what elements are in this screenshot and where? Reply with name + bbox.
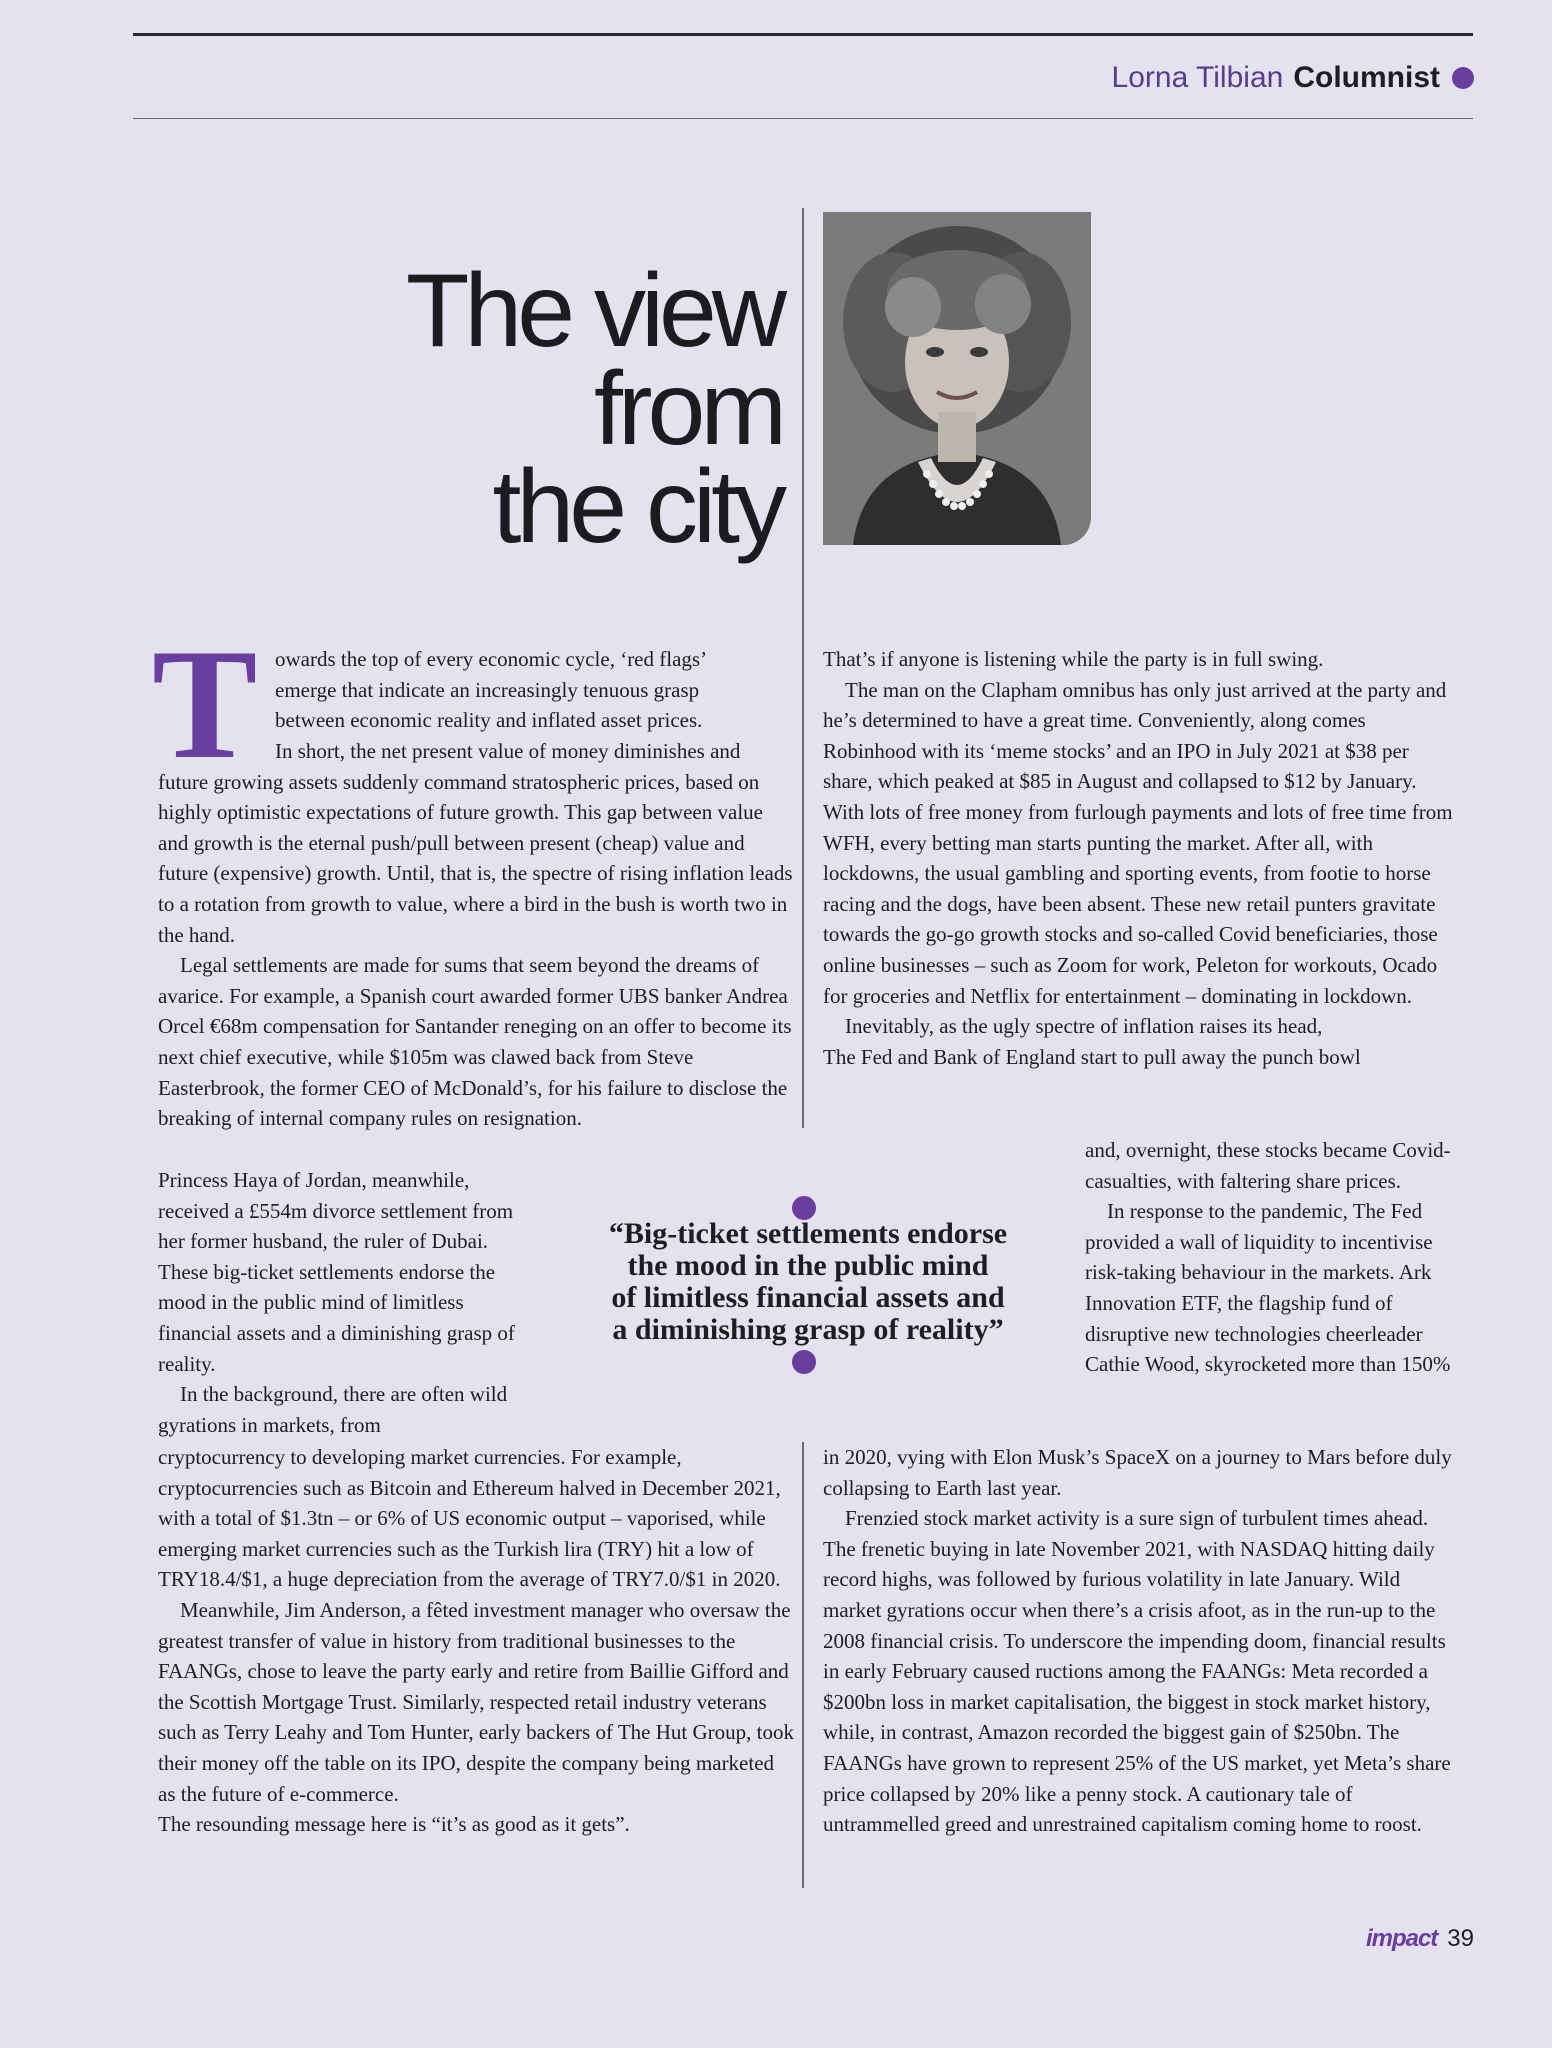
left-paragraph-3: Princess Haya of Jordan, meanwhile, received a £554m divorce settlement from her former husband, the ruler of Dubai. These big-ticket settlements endorse the mood in the public mind of limitless financial assets and a diminishing grasp of reality. [158,1168,515,1376]
top-rule [133,33,1473,36]
left-paragraph-4b: cryptocurrency to developing market currencies. For example, cryptocurrencies such as Bitcoin and Ethereum halved in December 2021, with a total of $1.3tn – or 6% of US economic output – vaporised, while emerging market currencies such as the Turkish lira (TRY) hit a low of TRY18.4/$1, a huge depreciation from the average of TRY7.0/$1 in 2020. [158,1445,781,1592]
headline [302,253,782,565]
left-paragraph-4a: In the background, there are often wild gyrations in markets, from [158,1382,508,1437]
right-paragraph-3-line-1: Inevitably, as the ugly spectre of inflation raises its head, [845,1014,1323,1039]
headline-line-2: from [594,351,782,467]
left-column-lower [158,1442,794,1840]
right-paragraph-3-line-2: The Fed and Bank of England start to pull away the punch bowl [823,1044,1361,1069]
left-paragraph-5: Meanwhile, Jim Anderson, a fêted investment manager who oversaw the greatest transfer of value in history from traditional businesses to the FAANGs, chose to leave the party early and retire from Baillie Gifford and the Scottish Mortgage Trust. Similarly, respected retail industry veterans such as Terry Leahy and Tom Hunter, early backers of The Hut Group, took their money off the table on its IPO, despite the company being marketed as the future of e-commerce. [158,1597,794,1806]
column-divider-lower [802,1442,804,1888]
left-paragraph-6: The resounding message here is “it’s as good as it gets”. [158,1812,630,1837]
left-column-wrap [158,1165,530,1440]
right-paragraph-4b: in 2020, vying with Elon Musk’s SpaceX on a journey to Mars before duly collapsing to Earth last year. [823,1445,1452,1500]
left-paragraph-1: In short, the net present value of money diminishes and future growing assets suddenly command stratospheric prices, based on highly optimistic expectations of future growth. This gap between value and growth is the eternal push/pull between present (cheap) value and future (expensive) growth. Until, that is, the spectre of rising inflation leads to a rotation from growth to value, where a bird in the bush is worth two in the hand. [158,739,793,947]
byline [1112,58,1474,98]
column-divider-upper [802,208,804,1128]
pull-quote-line-1: “Big-ticket settlements endorse [608,1217,1008,1250]
pull-quote-dot-bottom-icon [792,1350,816,1374]
page-number: 39 [1447,1925,1474,1952]
right-column-lower [823,1442,1459,1840]
author-name: Lorna Tilbian [1111,61,1284,94]
intro-line-3: between economic reality and inflated asset prices. [275,708,703,733]
magazine-brand: impact [1365,1925,1438,1952]
left-paragraph-2: Legal settlements are made for sums that seem beyond the dreams of avarice. For example, a Spanish court awarded former UBS banker Andrea Orcel €68m compensation for Santander reneging on an offer to become its next chief executive, while $105m was clawed back from Steve Easterbrook, the former CEO of McDonald’s, for his failure to disclose the breaking of internal company rules on resignation. [158,953,792,1131]
pull-quote-line-4: a diminishing grasp of reality” [612,1313,1004,1346]
left-column-intro [275,644,785,736]
byline-dot-icon [1452,67,1474,89]
right-paragraph-5: Frenzied stock market activity is a sure sign of turbulent times ahead. The frenetic buying in late November 2021, with NASDAQ hitting daily record highs, was followed by furious volatility in late January. Wild market gyrations occur when there’s a crisis afoot, as in the run-up to the 2008 financial crisis. To underscore the impending doom, financial results in early February caused ructions among the FAANGs: Meta recorded a $200bn loss in market capitalisation, the biggest in stock market history, while, in contrast, Amazon recorded the biggest gain of $250bn. The FAANGs have grown to represent 25% of the US market, yet Meta’s share price collapsed by 20% like a penny stock. A cautionary tale of untrammelled greed and unrestrained capitalism coming home to roost. [823,1506,1451,1837]
right-column-wrap [1085,1135,1459,1380]
right-paragraph-3-rest: and, overnight, these stocks became Covid-casualties, with faltering share prices. [1085,1138,1451,1193]
page-footer [1366,1924,1474,1954]
pull-quote-line-3: of limitless financial assets and [611,1281,1005,1314]
intro-line-1: owards the top of every economic cycle, ‘red flags’ [275,647,708,671]
portrait-image-icon [823,212,1091,545]
author-portrait [823,212,1091,545]
right-paragraph-2: The man on the Clapham omnibus has only just arrived at the party and he’s determined to have a great time. Conveniently, along comes Robinhood with its ‘meme stocks’ and an IPO in July 2021 at $38 per share, which peaked at $85 in August and collapsed to $12 by January. With lots of free money from furlough payments and lots of free time from WFH, every betting man starts punting the market. After all, with lockdowns, the usual gambling and sporting events, from footie to horse racing and the dogs, have been absent. These new retail punters gravitate towards the go-go growth stocks and so-called Covid beneficiaries, those online businesses – such as Zoom for work, Peleton for workouts, Ocado for groceries and Netflix for entertainment – dominating in lockdown. [823,677,1453,1008]
author-role: Columnist [1293,61,1440,94]
headline-line-3: the city [492,449,782,565]
header-rule [133,118,1473,119]
intro-line-2: emerge that indicate an increasingly tenuous grasp [275,677,700,702]
right-paragraph-4a: In response to the pandemic, The Fed provided a wall of liquidity to incentivise risk-taking behaviour in the markets. Ark Innovation ETF, the flagship fund of disruptive new technologies cheerleader Cathie Wood, skyrocketed more than 150% [1085,1199,1451,1377]
headline-line-1: The view [405,253,782,369]
drop-cap: T [152,617,258,792]
pull-quote-line-2: the mood in the public mind [627,1249,989,1282]
right-paragraph-1: That’s if anyone is listening while the party is in full swing. [823,647,1324,671]
left-column-upper [158,736,794,1134]
pull-quote [588,1218,1028,1346]
right-column-upper [823,644,1459,1072]
